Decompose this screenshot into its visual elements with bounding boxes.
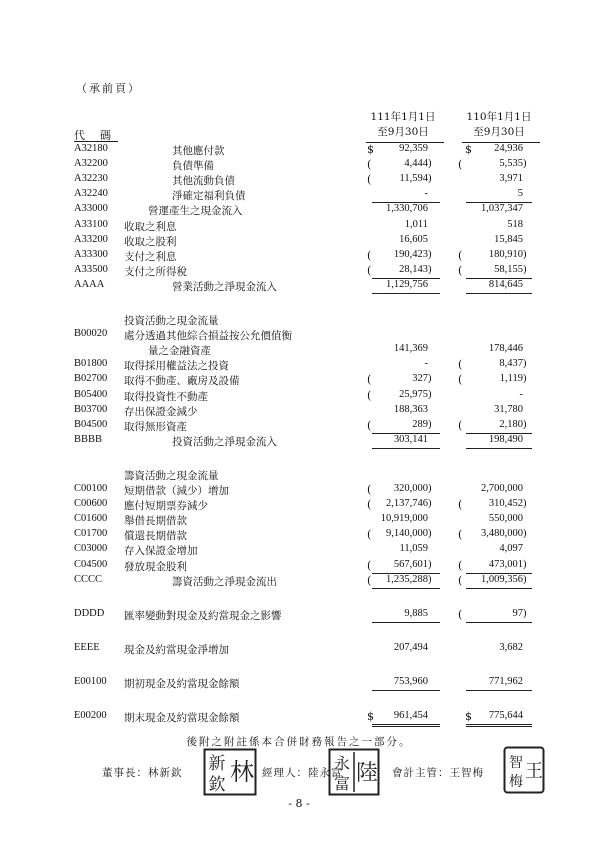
row-code: A32200 xyxy=(74,158,108,170)
column-header-2021-line2: 至9月30日 xyxy=(473,126,525,138)
table-row xyxy=(0,313,598,328)
negative-paren-open: ( xyxy=(458,373,463,387)
negative-paren-open: ( xyxy=(367,173,372,187)
row-description: 淨確定福利負債 xyxy=(172,190,246,203)
value-2021 xyxy=(473,710,529,721)
value-2022 xyxy=(376,574,434,585)
value-text: 4,444 xyxy=(404,158,428,170)
value-2021 xyxy=(473,498,529,509)
table-row xyxy=(0,249,598,264)
accountant-signature: 會計主管：王智梅 xyxy=(392,767,484,779)
value-2021 xyxy=(473,434,529,445)
value-text: 4,097 xyxy=(499,543,523,555)
value-2021 xyxy=(473,559,529,570)
value-2022 xyxy=(376,389,434,400)
svg-text:欽: 欽 xyxy=(208,775,226,795)
value-text: 24,936 xyxy=(494,143,523,154)
double-underline xyxy=(466,724,532,727)
negative-paren-open: ( xyxy=(367,158,372,172)
subtotal-underline xyxy=(466,448,532,449)
negative-paren-open: ( xyxy=(458,498,463,512)
row-description: 收取之利息 xyxy=(124,220,177,233)
value-text: 567,601 xyxy=(393,558,428,570)
negative-paren-open: ( xyxy=(458,248,463,262)
row-description: 支付之所得稅 xyxy=(124,265,187,278)
table-row xyxy=(0,608,598,623)
row-description: 營業活動之淨現金流入 xyxy=(172,280,277,293)
negative-paren-open: ( xyxy=(367,388,372,402)
negative-paren-open: ( xyxy=(367,573,372,587)
value-2021 xyxy=(473,404,529,415)
footnote: 後附之附註係本合併財務報告之一部分。 xyxy=(186,736,412,748)
row-description: 支付之利息 xyxy=(124,250,177,263)
row-description: 應付短期票券減少 xyxy=(124,500,208,513)
negative-paren-close: ) xyxy=(523,248,527,260)
negative-paren-close: ) xyxy=(428,498,432,510)
value-text: 310,452 xyxy=(488,498,523,510)
value-2021 xyxy=(473,358,529,369)
row-code: A33000 xyxy=(74,203,108,215)
table-row xyxy=(0,528,598,543)
value-text: 3,682 xyxy=(499,641,523,653)
value-2022 xyxy=(376,710,434,721)
row-code: CCCC xyxy=(74,573,103,585)
negative-paren-close: ) xyxy=(523,418,527,430)
row-description: 取得不動產、廠房及設備 xyxy=(124,375,240,388)
row-code: BBBB xyxy=(74,433,103,445)
value-2022 xyxy=(376,608,434,619)
value-2022 xyxy=(376,513,434,524)
value-text: 1,011 xyxy=(404,218,428,230)
value-2022 xyxy=(376,543,434,554)
value-text: 207,494 xyxy=(393,641,428,653)
column-header-2022-line2: 至9月30日 xyxy=(377,126,429,138)
value-2022 xyxy=(376,158,434,169)
negative-paren-close: ) xyxy=(428,373,432,385)
code-column-rule xyxy=(74,141,118,142)
value-2021 xyxy=(473,279,529,290)
value-2022 xyxy=(376,434,434,445)
table-row xyxy=(0,373,598,388)
value-2021 xyxy=(473,608,529,619)
value-text: 180,910 xyxy=(488,248,523,260)
value-text: 1,330,706 xyxy=(386,203,428,215)
table-row xyxy=(0,173,598,188)
table-row xyxy=(0,203,598,218)
value-2022 xyxy=(376,419,434,430)
value-text: 2,137,746 xyxy=(386,498,428,510)
value-text: 775,644 xyxy=(488,710,523,721)
value-text: 5,535 xyxy=(499,158,523,170)
negative-paren-close: ) xyxy=(523,158,527,170)
row-description: 現金及約當現金淨增加 xyxy=(124,643,229,656)
value-text: 320,000 xyxy=(393,483,428,494)
row-description: 投資活動之淨現金流入 xyxy=(172,435,277,448)
negative-paren-open: ( xyxy=(367,558,372,572)
negative-paren-open: ( xyxy=(367,483,372,496)
value-2021 xyxy=(473,676,529,687)
value-text: 97 xyxy=(512,607,523,619)
table-row xyxy=(0,188,598,203)
value-text: 141,369 xyxy=(393,343,428,355)
negative-paren-close: ) xyxy=(428,173,432,185)
value-2021 xyxy=(473,389,529,400)
subtotal-underline xyxy=(466,293,532,294)
table-row xyxy=(0,543,598,558)
row-description: 舉借長期借款 xyxy=(124,515,187,528)
table-row xyxy=(0,404,598,419)
row-code: A33300 xyxy=(74,248,108,260)
value-2021 xyxy=(473,143,529,154)
negative-paren-close: ) xyxy=(428,418,432,430)
column-header-2022 xyxy=(358,110,448,140)
negative-paren-open: ( xyxy=(458,573,463,587)
subtotal-underline xyxy=(372,293,440,294)
negative-paren-open: ( xyxy=(367,263,372,277)
negative-paren-close: ) xyxy=(428,158,432,170)
row-code: B04500 xyxy=(74,418,108,430)
value-text: 289 xyxy=(412,418,428,430)
row-code: A32240 xyxy=(74,188,108,200)
row-description: 發放現金股利 xyxy=(124,560,187,573)
value-text: 2,700,000 xyxy=(481,483,523,494)
table-row xyxy=(0,279,598,294)
value-2022 xyxy=(376,143,434,154)
negative-paren-close: ) xyxy=(523,528,527,540)
negative-paren-open: ( xyxy=(458,528,463,542)
row-code: C01600 xyxy=(74,513,108,525)
value-text: 10,919,000 xyxy=(380,513,428,525)
value-2021 xyxy=(473,642,529,653)
value-2022 xyxy=(376,642,434,653)
row-description: 取得採用權益法之投資 xyxy=(124,360,229,373)
value-text: 3,971 xyxy=(499,173,523,185)
table-row xyxy=(0,483,598,498)
value-text: 15,845 xyxy=(494,233,523,245)
row-description: 其他應付款 xyxy=(172,145,225,157)
negative-paren-open: ( xyxy=(367,373,372,387)
value-2021 xyxy=(473,483,529,494)
table-row xyxy=(0,264,598,279)
negative-paren-open: ( xyxy=(458,158,463,172)
negative-paren-open: ( xyxy=(458,607,463,621)
negative-paren-close: ) xyxy=(428,263,432,275)
svg-text:陸: 陸 xyxy=(355,761,379,786)
value-2021 xyxy=(473,528,529,539)
svg-text:新: 新 xyxy=(208,754,226,774)
table-row xyxy=(0,676,598,691)
value-2021 xyxy=(473,249,529,260)
row-code: B00020 xyxy=(74,328,108,340)
table-row xyxy=(0,419,598,434)
value-text: 753,960 xyxy=(393,675,428,687)
value-2021 xyxy=(473,188,529,199)
value-2022 xyxy=(376,343,434,354)
row-description: 收取之股利 xyxy=(124,235,177,248)
chairman-seal xyxy=(203,748,257,799)
value-text: 188,363 xyxy=(393,403,428,415)
value-2022 xyxy=(376,234,434,245)
negative-paren-close: ) xyxy=(428,558,432,570)
row-description: 期末現金及約當現金餘額 xyxy=(124,712,240,724)
row-code: E00100 xyxy=(74,675,107,687)
svg-text:林: 林 xyxy=(230,758,254,786)
table-row xyxy=(0,219,598,234)
value-text: 771,962 xyxy=(488,675,523,687)
row-description: 營運產生之現金流入 xyxy=(148,205,243,218)
negative-paren-close: ) xyxy=(428,573,432,585)
value-2022 xyxy=(376,676,434,687)
value-text: - xyxy=(424,188,428,200)
table-row xyxy=(0,574,598,589)
value-2022 xyxy=(376,249,434,260)
negative-paren-close: ) xyxy=(428,483,432,494)
column-header-2022-line1: 111年1月1日 xyxy=(370,111,436,123)
dollar-sign: $ xyxy=(465,710,472,723)
negative-paren-close: ) xyxy=(523,607,527,619)
row-description: 處分透過其他綜合損益按公允價值衡 xyxy=(124,330,292,343)
negative-paren-open: ( xyxy=(458,558,463,572)
table-row xyxy=(0,343,598,358)
value-2021 xyxy=(473,574,529,585)
row-code: A33500 xyxy=(74,263,108,275)
svg-text:智: 智 xyxy=(509,755,523,771)
value-2022 xyxy=(376,219,434,230)
subtotal-underline xyxy=(372,448,440,449)
column-header-2021 xyxy=(454,110,544,140)
row-description: 投資活動之現金流量 xyxy=(124,315,219,327)
row-code: B02700 xyxy=(74,373,108,385)
subtotal-underline xyxy=(372,622,440,623)
value-2022 xyxy=(376,559,434,570)
value-2022 xyxy=(376,279,434,290)
svg-text:富: 富 xyxy=(333,774,351,793)
negative-paren-open: ( xyxy=(367,418,372,432)
double-underline xyxy=(372,724,440,727)
value-text: 11,594 xyxy=(399,173,428,185)
value-2021 xyxy=(473,513,529,524)
value-text: 16,605 xyxy=(399,233,428,245)
subtotal-underline xyxy=(372,690,440,691)
row-description: 存入保證金增加 xyxy=(124,545,198,558)
accountant-seal xyxy=(503,746,545,797)
row-code: EEEE xyxy=(74,641,100,653)
row-description: 其他流動負債 xyxy=(172,175,235,188)
negative-paren-open: ( xyxy=(458,263,463,277)
chairman-signature: 董事長：林新欽 xyxy=(102,767,183,779)
row-description: 存出保證金減少 xyxy=(124,405,198,418)
negative-paren-close: ) xyxy=(523,263,527,275)
dollar-sign: $ xyxy=(367,143,374,156)
row-description: 短期借款（減少）增加 xyxy=(124,485,229,497)
svg-text:永: 永 xyxy=(333,754,351,773)
row-description: 取得無形資產 xyxy=(124,420,187,433)
value-2022 xyxy=(376,498,434,509)
negative-paren-open: ( xyxy=(367,528,372,542)
value-text: 31,780 xyxy=(494,403,523,415)
value-2021 xyxy=(473,543,529,554)
svg-text:王: 王 xyxy=(525,761,543,782)
value-text: 1,119 xyxy=(499,373,523,385)
svg-text:梅: 梅 xyxy=(509,774,523,790)
value-text: 9,140,000 xyxy=(386,528,428,540)
negative-paren-close: ) xyxy=(428,248,432,260)
code-column-header: 代 碼 xyxy=(74,129,113,142)
negative-paren-close: ) xyxy=(523,373,527,385)
value-2022 xyxy=(376,264,434,275)
table-row xyxy=(0,710,598,725)
value-2022 xyxy=(376,528,434,539)
value-2022 xyxy=(376,358,434,369)
negative-paren-close: ) xyxy=(523,358,527,370)
row-code: C00600 xyxy=(74,498,108,510)
subtotal-underline xyxy=(466,588,532,589)
negative-paren-close: ) xyxy=(428,388,432,400)
value-text: 178,446 xyxy=(488,343,523,355)
value-2022 xyxy=(376,373,434,384)
row-description: 量之金融資產 xyxy=(148,345,211,358)
row-description: 期初現金及約當現金餘額 xyxy=(124,677,240,690)
negative-paren-close: ) xyxy=(428,528,432,540)
row-code: E00200 xyxy=(74,710,107,721)
negative-paren-close: ) xyxy=(523,558,527,570)
dollar-sign: $ xyxy=(367,710,374,723)
value-2021 xyxy=(473,343,529,354)
value-2022 xyxy=(376,188,434,199)
row-code: B01800 xyxy=(74,358,108,370)
table-row xyxy=(0,513,598,528)
value-text: 190,423 xyxy=(393,248,428,260)
value-text: 92,359 xyxy=(399,143,428,154)
value-2021 xyxy=(473,158,529,169)
value-2022 xyxy=(376,173,434,184)
value-text: - xyxy=(519,388,523,400)
value-text: 198,490 xyxy=(488,433,523,445)
negative-paren-close: ) xyxy=(523,498,527,510)
value-text: 961,454 xyxy=(393,710,428,721)
value-text: 8,437 xyxy=(499,358,523,370)
row-code: A33200 xyxy=(74,233,108,245)
negative-paren-open: ( xyxy=(458,418,463,432)
value-2021 xyxy=(473,173,529,184)
value-text: 2,180 xyxy=(499,418,523,430)
value-text: 473,001 xyxy=(488,558,523,570)
row-code: C03000 xyxy=(74,543,108,555)
value-text: 25,975 xyxy=(399,388,428,400)
value-text: 550,000 xyxy=(488,513,523,525)
negative-paren-open: ( xyxy=(367,498,372,512)
manager-seal xyxy=(328,748,380,799)
row-description: 籌資活動之淨現金流出 xyxy=(172,575,277,588)
value-text: 1,009,356 xyxy=(481,573,523,585)
subtotal-underline xyxy=(466,690,532,691)
value-2021 xyxy=(473,203,529,214)
value-text: 1,129,756 xyxy=(386,278,428,290)
row-code: A33100 xyxy=(74,218,108,230)
table-row xyxy=(0,358,598,373)
value-2021 xyxy=(473,264,529,275)
page-number: - 8 - xyxy=(288,797,310,810)
value-text: 3,480,000 xyxy=(481,528,523,540)
row-code: A32180 xyxy=(74,143,108,154)
row-code: C04500 xyxy=(74,558,108,570)
row-description: 匯率變動對現金及約當現金之影響 xyxy=(124,609,282,622)
table-row xyxy=(0,143,598,158)
value-2022 xyxy=(376,404,434,415)
value-text: 327 xyxy=(412,373,428,385)
table-row xyxy=(0,158,598,173)
row-code: B03700 xyxy=(74,403,108,415)
row-description: 負債準備 xyxy=(172,160,214,173)
value-text: 58,155 xyxy=(494,263,523,275)
table-row xyxy=(0,642,598,657)
value-text: 814,645 xyxy=(488,278,523,290)
table-row xyxy=(0,234,598,249)
table-row xyxy=(0,434,598,449)
negative-paren-close: ) xyxy=(523,573,527,585)
value-text: 1,235,288 xyxy=(386,573,428,585)
subtotal-underline xyxy=(372,588,440,589)
table-row xyxy=(0,389,598,404)
row-description: 籌資活動之現金流量 xyxy=(124,469,219,482)
table-row xyxy=(0,328,598,343)
negative-paren-open: ( xyxy=(367,248,372,262)
manager-signature: 經理人：陸永富 xyxy=(262,767,343,779)
value-text: 303,141 xyxy=(393,433,428,445)
row-code: C00100 xyxy=(74,483,108,494)
negative-paren-open: ( xyxy=(458,358,463,372)
value-2022 xyxy=(376,203,434,214)
row-code: C01700 xyxy=(74,528,108,540)
value-2021 xyxy=(473,234,529,245)
value-text: 28,143 xyxy=(399,263,428,275)
row-description: 償還長期借款 xyxy=(124,530,187,543)
value-2021 xyxy=(473,419,529,430)
row-code: AAAA xyxy=(74,278,105,290)
value-text: 1,037,347 xyxy=(481,203,523,215)
row-code: A32230 xyxy=(74,173,108,185)
value-text: 5 xyxy=(517,188,523,200)
dollar-sign: $ xyxy=(465,143,472,156)
table-row xyxy=(0,559,598,574)
row-code: B05400 xyxy=(74,388,108,400)
continued-label: （承前頁） xyxy=(76,82,141,95)
value-text: - xyxy=(424,358,428,370)
value-2021 xyxy=(473,373,529,384)
value-2021 xyxy=(473,219,529,230)
value-text: 518 xyxy=(507,218,523,230)
column-header-2021-line1: 110年1月1日 xyxy=(466,111,532,123)
subtotal-underline xyxy=(466,622,532,623)
value-2022 xyxy=(376,483,434,494)
value-text: 11,059 xyxy=(399,543,428,555)
table-row xyxy=(0,468,598,483)
row-code: DDDD xyxy=(74,607,105,619)
value-text: 9,885 xyxy=(404,607,428,619)
table-row xyxy=(0,498,598,513)
row-description: 取得投資性不動產 xyxy=(124,390,208,403)
